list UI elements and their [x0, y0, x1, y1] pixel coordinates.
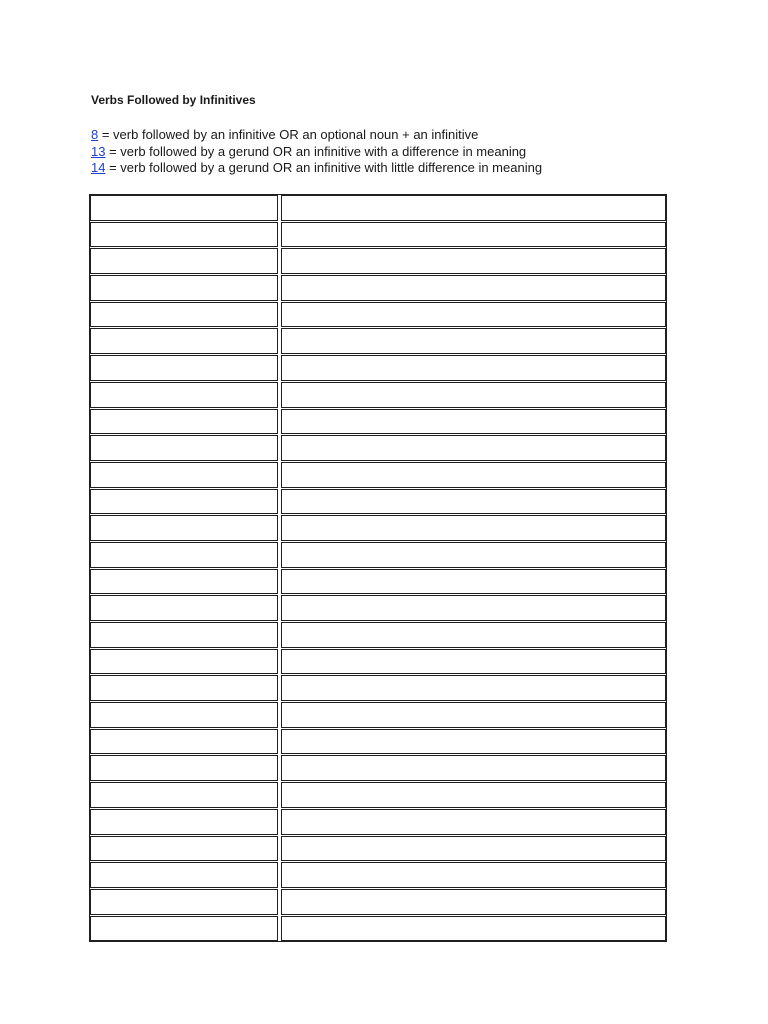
- table-cell-example: [281, 649, 666, 675]
- table-cell-example: [281, 569, 666, 595]
- table-cell-verb: [90, 622, 278, 648]
- table-cell-example: [281, 916, 666, 942]
- table-cell-verb: [90, 782, 278, 808]
- table-cell-example: [281, 328, 666, 354]
- table-cell-example: [281, 222, 666, 248]
- table-cell-example: [281, 702, 666, 728]
- table-cell-verb: [90, 435, 278, 461]
- table-cell-verb: [90, 542, 278, 568]
- legend-line-13: [91, 144, 542, 161]
- legend-link-14[interactable]: 14: [91, 160, 106, 175]
- page-title: Verbs Followed by Infinitives: [91, 93, 256, 107]
- table-cell-verb: [90, 382, 278, 408]
- table-cell-example: [281, 595, 666, 621]
- table-cell-verb: [90, 836, 278, 862]
- table-cell-example: [281, 675, 666, 701]
- table-cell-example: [281, 889, 666, 915]
- table-cell-verb: [90, 462, 278, 488]
- table-cell-verb: [90, 409, 278, 435]
- table-cell-example: [281, 862, 666, 888]
- legend-text-8: = verb followed by an infinitive OR an optional noun + an infinitive: [98, 127, 479, 142]
- table-cell-example: [281, 809, 666, 835]
- table-cell-example: [281, 782, 666, 808]
- table-cell-verb: [90, 302, 278, 328]
- table-cell-verb: [90, 248, 278, 274]
- table-cell-example: [281, 275, 666, 301]
- table-cell-example: [281, 462, 666, 488]
- table-cell-verb: [90, 595, 278, 621]
- table-cell-example: [281, 836, 666, 862]
- table-cell-example: [281, 515, 666, 541]
- table-cell-verb: [90, 755, 278, 781]
- table-cell-example: [281, 355, 666, 381]
- table-cell-example: [281, 489, 666, 515]
- table-cell-verb: [90, 222, 278, 248]
- verbs-table: [89, 194, 667, 942]
- table-cell-example: [281, 409, 666, 435]
- table-cell-example: [281, 248, 666, 274]
- table-cell-example: [281, 435, 666, 461]
- table-cell-example: [281, 622, 666, 648]
- legend-line-14: [91, 160, 542, 177]
- legend-link-8[interactable]: 8: [91, 127, 99, 142]
- table-cell-example: [281, 382, 666, 408]
- table-cell-verb: [90, 809, 278, 835]
- table-cell-verb: [90, 675, 278, 701]
- table-cell-example: [281, 302, 666, 328]
- table-cell-verb: [90, 889, 278, 915]
- table-cell-verb: [90, 729, 278, 755]
- legend-text-14: = verb followed by a gerund OR an infinitive with little difference in meaning: [105, 160, 543, 175]
- table-cell-verb: [90, 195, 278, 221]
- table-cell-verb: [90, 275, 278, 301]
- table-cell-example: [281, 755, 666, 781]
- table-cell-verb: [90, 702, 278, 728]
- legend: [91, 127, 542, 177]
- table-cell-verb: [90, 515, 278, 541]
- legend-line-8: [91, 127, 542, 144]
- table-cell-verb: [90, 489, 278, 515]
- table-cell-verb: [90, 328, 278, 354]
- table-cell-example: [281, 542, 666, 568]
- legend-link-13[interactable]: 13: [91, 143, 106, 159]
- table-cell-verb: [90, 916, 278, 942]
- table-cell-verb: [90, 862, 278, 888]
- table-cell-example: [281, 729, 666, 755]
- table-cell-verb: [90, 355, 278, 381]
- table-cell-verb: [90, 569, 278, 595]
- table-cell-example: [281, 195, 666, 221]
- table-cell-verb: [90, 649, 278, 675]
- legend-text-13: = verb followed by a gerund OR an infinitive with a difference in meaning: [105, 143, 527, 159]
